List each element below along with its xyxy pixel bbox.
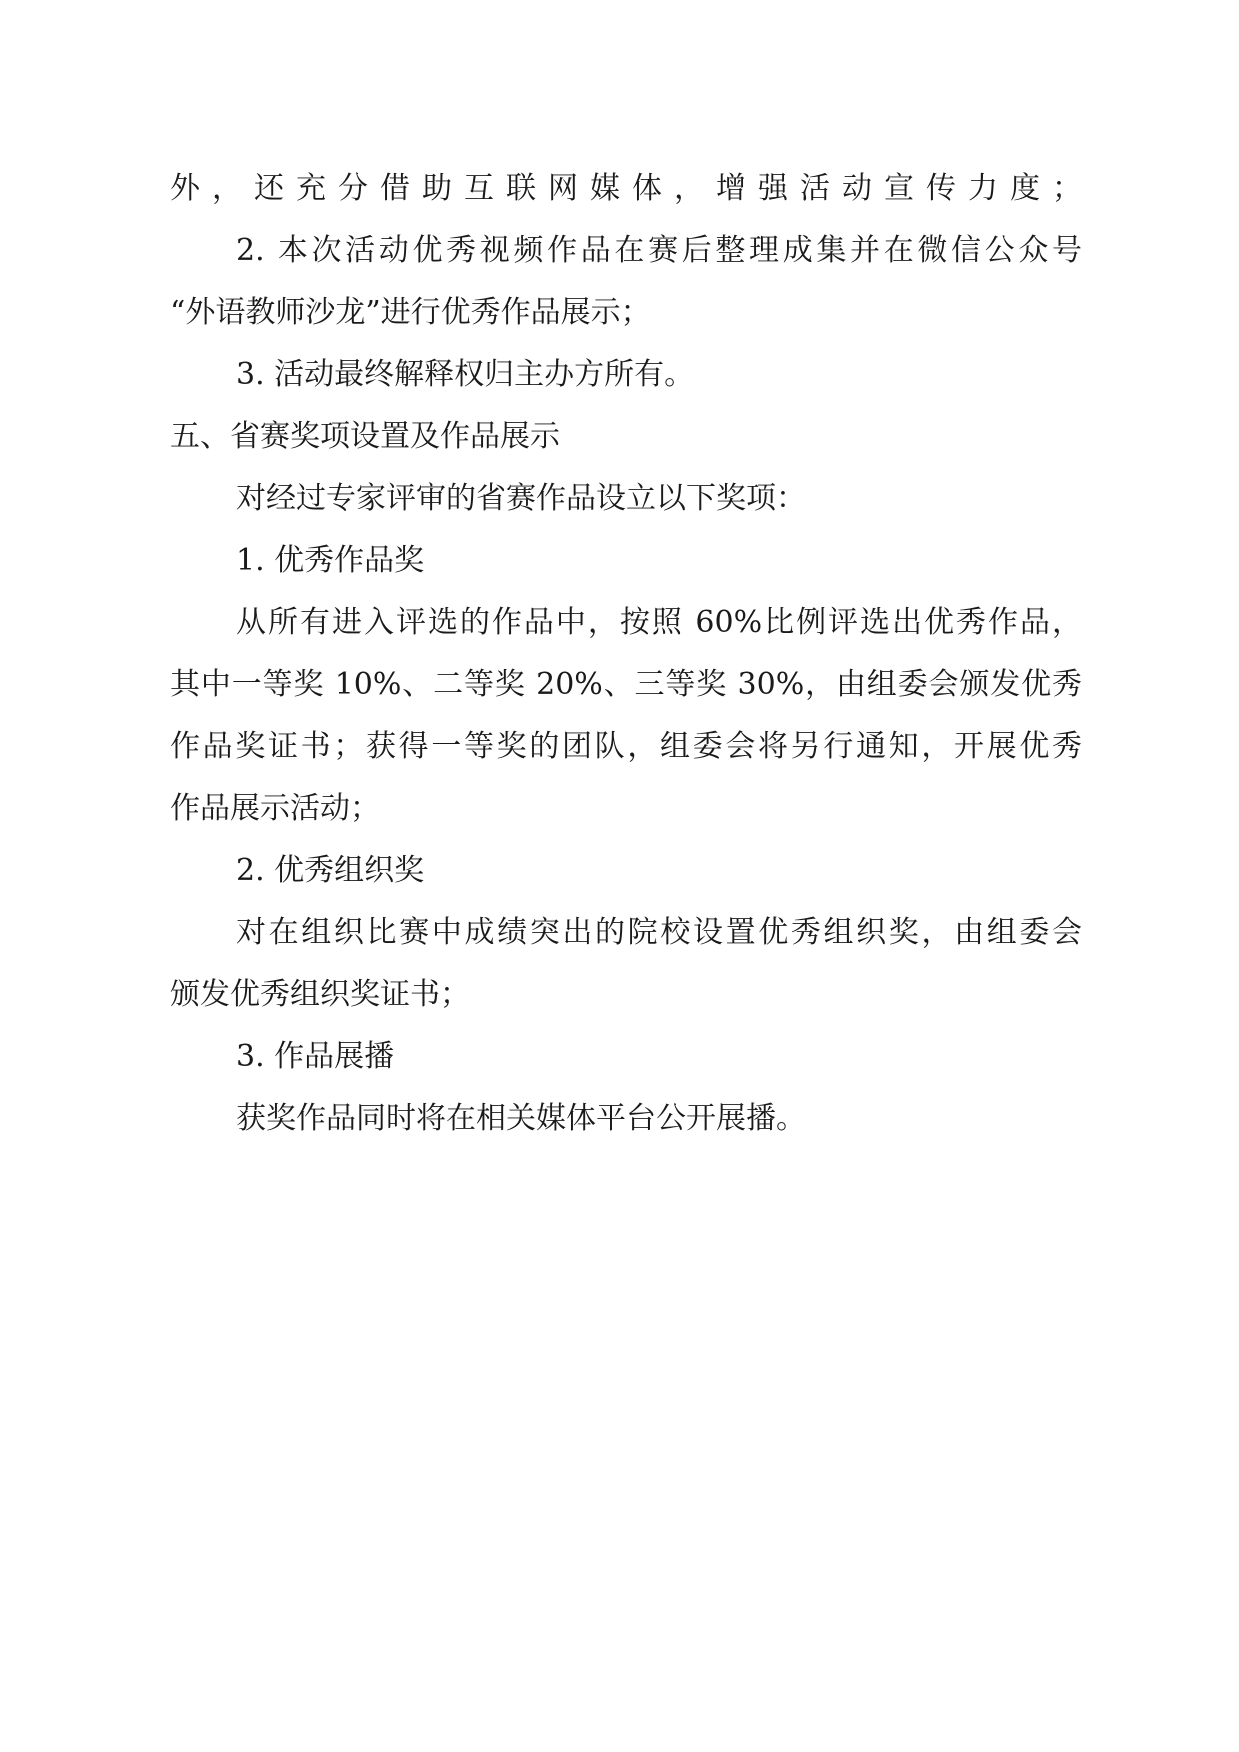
body-line-salon-name: “外语教师沙龙”进行优秀作品展示； bbox=[170, 295, 651, 330]
award-1-body-line-3: 作品奖证书；获得一等奖的团队，组委会将另行通知，开展优秀 bbox=[170, 729, 1082, 764]
award-1-body-line-2: 其中一等奖 10%、二等奖 20%、三等奖 30%，由组委会颁发优秀 bbox=[170, 667, 1082, 702]
item-3-interpretation-rights: 3. 活动最终解释权归主办方所有。 bbox=[236, 357, 695, 392]
award-2-heading: 2. 优秀组织奖 bbox=[236, 853, 425, 888]
award-1-body-line-1: 从所有进入评选的作品中，按照 60%比例评选出优秀作品， bbox=[236, 605, 1082, 640]
award-3-body: 获奖作品同时将在相关媒体平台公开展播。 bbox=[236, 1101, 806, 1136]
award-2-body-line-2: 颁发优秀组织奖证书； bbox=[170, 977, 470, 1012]
award-1-body-line-4: 作品展示活动； bbox=[170, 791, 380, 826]
item-2-wechat-showcase: 2. 本次活动优秀视频作品在赛后整理成集并在微信公众号 bbox=[236, 233, 1082, 268]
award-1-heading: 1. 优秀作品奖 bbox=[236, 543, 425, 578]
award-3-heading: 3. 作品展播 bbox=[236, 1039, 395, 1074]
section-heading-awards: 五、省赛奖项设置及作品展示 bbox=[170, 419, 560, 454]
award-2-body-line-1: 对在组织比赛中成绩突出的院校设置优秀组织奖，由组委会 bbox=[236, 915, 1082, 950]
document-body bbox=[170, 158, 1082, 1150]
body-line-continuation: 外，还充分借助互联网媒体，增强活动宣传力度； bbox=[170, 171, 1082, 206]
awards-intro: 对经过专家评审的省赛作品设立以下奖项： bbox=[236, 481, 806, 516]
